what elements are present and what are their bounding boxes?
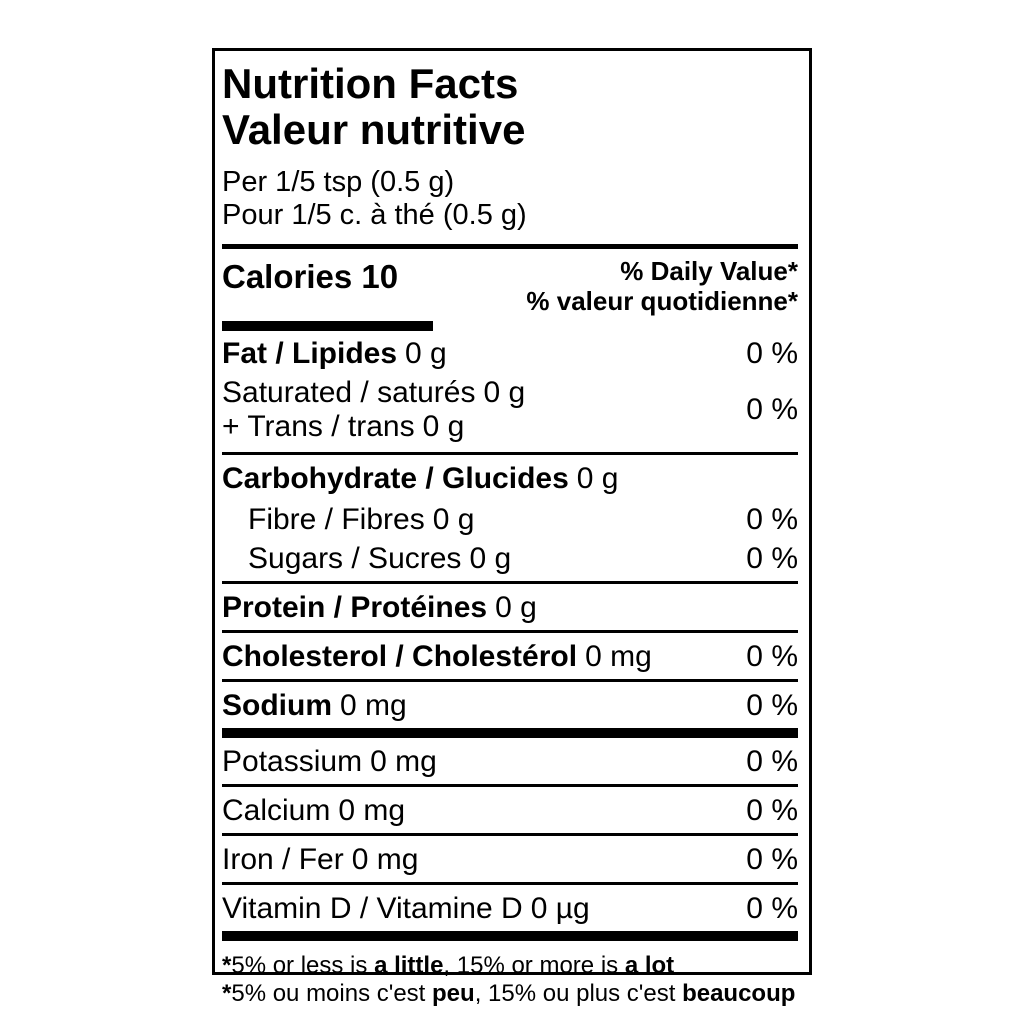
carbohydrate-amount: 0 g: [576, 462, 619, 495]
iron-name: Iron / Fer: [222, 843, 344, 876]
row-fat-dv: 0 %: [746, 337, 798, 370]
row-potassium: [222, 738, 798, 784]
row-trans: [222, 410, 525, 444]
serving-size-en: Per 1/5 tsp (0.5 g): [222, 166, 455, 198]
divider-above-calories: [222, 244, 798, 249]
label-title-en: Nutrition Facts: [222, 60, 519, 107]
row-fibre-name: [248, 503, 474, 537]
footnote-en: *5% or less is a little, 15% or more is a lot: [222, 952, 675, 979]
row-fat-name: [222, 337, 447, 371]
calcium-amount: 0 mg: [338, 794, 406, 827]
fibre-name: Fibre / Fibres: [248, 503, 425, 536]
saturated-trans-dv: 0 %: [746, 393, 798, 426]
daily-value-header-fr: % valeur quotidienne*: [526, 286, 798, 316]
fat-name: Fat / Lipides: [222, 337, 398, 370]
row-cholesterol: [222, 633, 798, 679]
sugars-name: Sugars / Sucres: [248, 542, 462, 575]
protein-amount: 0 g: [495, 591, 537, 624]
divider-thick-before-footnote: [222, 931, 798, 941]
calories-underline-bar: [222, 321, 433, 331]
fat-amount: 0 g: [405, 337, 447, 370]
calories-label: Calories: [222, 258, 353, 295]
row-fat: [222, 331, 798, 376]
row-protein: [222, 584, 798, 630]
divider-thick-after-sodium: [222, 728, 798, 738]
footnote-fr: *5% ou moins c'est peu, 15% ou plus c'est beaucoup: [222, 980, 796, 1007]
row-saturated: [222, 376, 525, 410]
footnote: [222, 952, 798, 1008]
row-calcium-name: [222, 794, 405, 828]
row-sugars: [222, 542, 798, 581]
potassium-amount: 0 mg: [370, 745, 437, 778]
row-sugars-name: [248, 542, 511, 576]
calories-amount: 10: [361, 258, 399, 295]
serving-size-block: [222, 166, 798, 232]
row-potassium-name: [222, 745, 437, 779]
row-sodium-dv: 0 %: [746, 689, 798, 722]
calcium-name: Calcium: [222, 794, 331, 827]
row-saturated-trans: [222, 376, 798, 452]
sugars-amount: 0 g: [469, 542, 512, 575]
row-sodium: [222, 682, 798, 728]
row-vitamin-d-name: [222, 892, 590, 926]
row-sugars-dv: 0 %: [746, 542, 798, 575]
serving-size-fr: Pour 1/5 c. à thé (0.5 g): [222, 199, 527, 231]
saturated-trans-lines: [222, 376, 525, 444]
protein-name: Protein / Protéines: [222, 591, 488, 624]
row-vitamin-d: [222, 885, 798, 931]
footnote-fr-asterisk: *: [222, 980, 232, 1007]
saturated-amount: 0 g: [483, 376, 526, 409]
carbohydrate-name: Carbohydrate / Glucides: [222, 462, 569, 495]
footnote-en-asterisk: *: [222, 952, 232, 979]
daily-value-header: [526, 256, 798, 316]
cholesterol-amount: 0 mg: [585, 640, 652, 673]
saturated-name: Saturated / saturés: [222, 376, 476, 409]
row-fibre: [222, 501, 798, 542]
calories-section: [222, 256, 798, 316]
calories-value: [222, 256, 398, 296]
sodium-amount: 0 mg: [340, 689, 407, 722]
potassium-name: Potassium: [222, 745, 363, 778]
row-potassium-dv: 0 %: [746, 745, 798, 778]
row-calcium: [222, 787, 798, 833]
daily-value-header-en: % Daily Value*: [620, 256, 798, 286]
trans-name: + Trans / trans: [222, 410, 415, 443]
row-iron-dv: 0 %: [746, 843, 798, 876]
vitamin-d-amount: 0 µg: [530, 892, 590, 925]
row-calcium-dv: 0 %: [746, 794, 798, 827]
trans-amount: 0 g: [422, 410, 465, 443]
row-vitamin-d-dv: 0 %: [746, 892, 798, 925]
row-iron: [222, 836, 798, 882]
cholesterol-name: Cholesterol / Cholestérol: [222, 640, 578, 673]
nutrition-facts-label: [212, 48, 812, 1007]
iron-amount: 0 mg: [351, 843, 419, 876]
row-cholesterol-name: [222, 640, 652, 674]
row-sodium-name: [222, 689, 407, 723]
vitamin-d-name: Vitamin D / Vitamine D: [222, 892, 523, 925]
row-carbohydrate: [222, 455, 798, 501]
row-carbohydrate-name: [222, 462, 618, 496]
row-protein-name: [222, 591, 537, 625]
label-title-fr: Valeur nutritive: [222, 106, 526, 153]
fibre-amount: 0 g: [432, 503, 475, 536]
row-iron-name: [222, 843, 418, 877]
sodium-name: Sodium: [222, 689, 332, 722]
row-cholesterol-dv: 0 %: [746, 640, 798, 673]
row-fibre-dv: 0 %: [746, 503, 798, 536]
